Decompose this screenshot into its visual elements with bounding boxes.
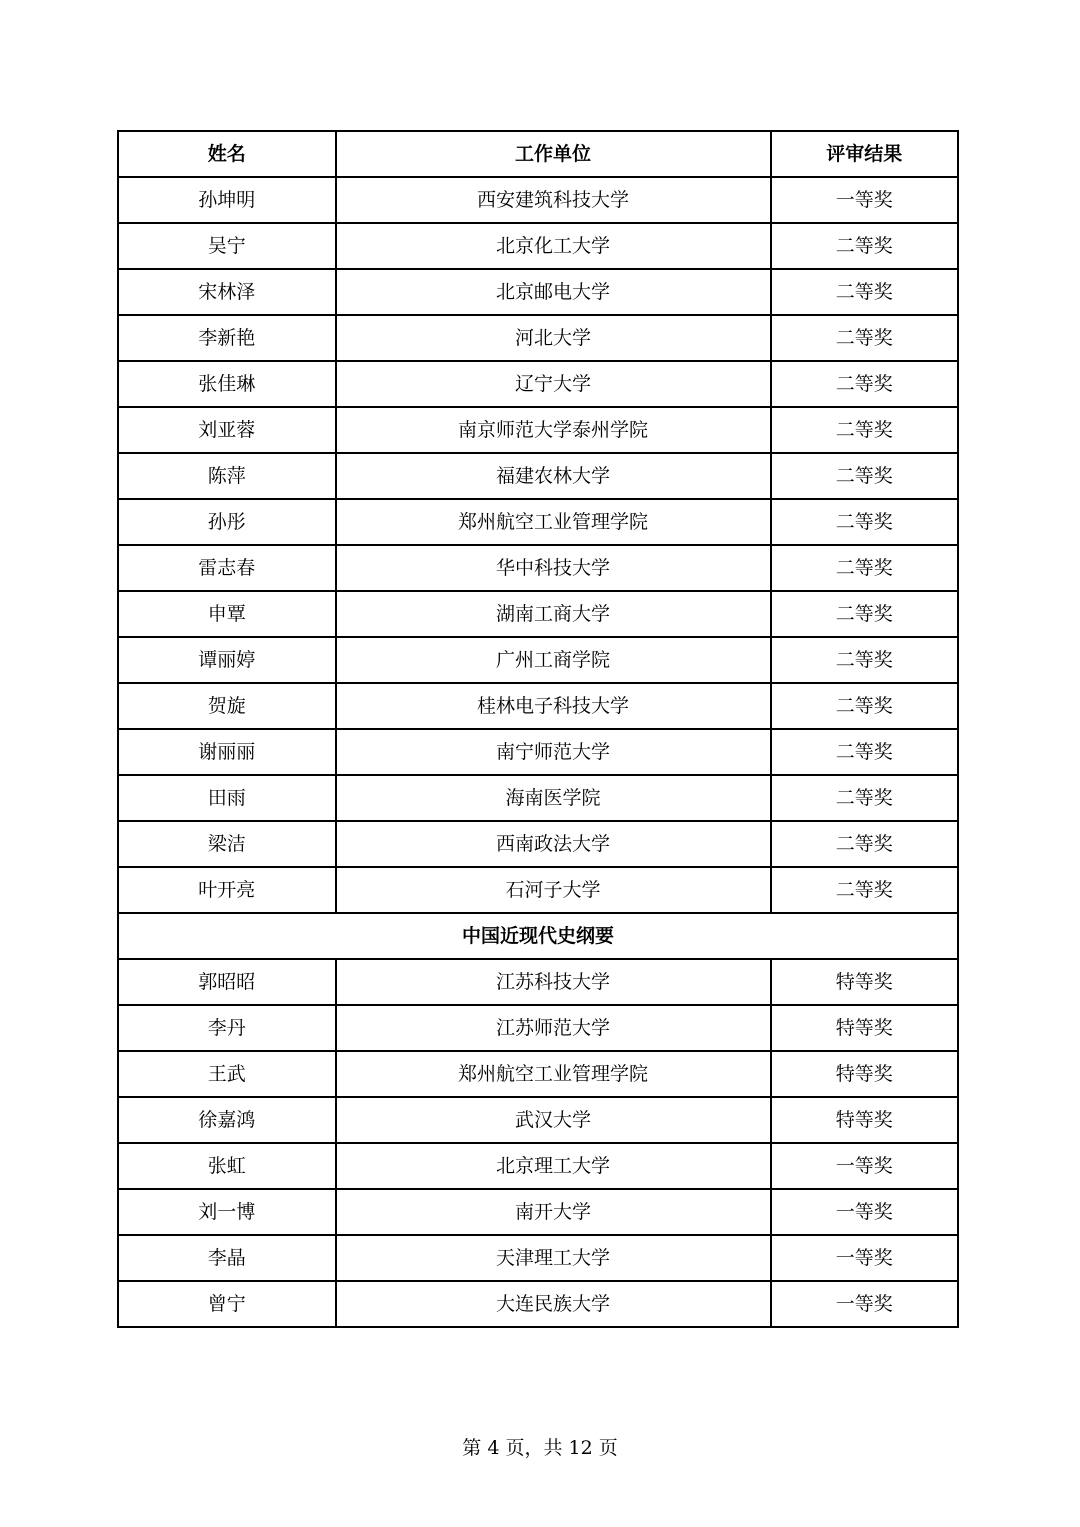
cell-name: 陈萍 <box>118 453 336 499</box>
cell-name: 叶开亮 <box>118 867 336 913</box>
cell-unit: 天津理工大学 <box>336 1235 771 1281</box>
cell-result: 二等奖 <box>771 775 958 821</box>
cell-name: 郭昭昭 <box>118 959 336 1005</box>
cell-name: 梁洁 <box>118 821 336 867</box>
page-number: 第 4 页，共 12 页 <box>462 1437 618 1459</box>
table-row <box>118 315 958 361</box>
cell-result: 特等奖 <box>771 1097 958 1143</box>
award-table <box>117 130 959 1328</box>
cell-result: 二等奖 <box>771 867 958 913</box>
cell-unit: 北京理工大学 <box>336 1143 771 1189</box>
cell-result: 二等奖 <box>771 729 958 775</box>
cell-result: 特等奖 <box>771 1051 958 1097</box>
table-body <box>118 177 958 1327</box>
cell-unit: 大连民族大学 <box>336 1281 771 1327</box>
cell-name: 李丹 <box>118 1005 336 1051</box>
cell-result: 一等奖 <box>771 1235 958 1281</box>
cell-unit: 石河子大学 <box>336 867 771 913</box>
cell-name: 李晶 <box>118 1235 336 1281</box>
cell-unit: 北京邮电大学 <box>336 269 771 315</box>
cell-result: 二等奖 <box>771 269 958 315</box>
table-row <box>118 683 958 729</box>
cell-unit: 华中科技大学 <box>336 545 771 591</box>
cell-result: 一等奖 <box>771 1143 958 1189</box>
cell-unit: 武汉大学 <box>336 1097 771 1143</box>
cell-unit: 桂林电子科技大学 <box>336 683 771 729</box>
cell-result: 一等奖 <box>771 1281 958 1327</box>
header-result: 评审结果 <box>771 131 958 177</box>
table-row <box>118 1005 958 1051</box>
table-row <box>118 1235 958 1281</box>
cell-result: 二等奖 <box>771 407 958 453</box>
cell-unit: 江苏师范大学 <box>336 1005 771 1051</box>
table-row <box>118 407 958 453</box>
cell-unit: 广州工商学院 <box>336 637 771 683</box>
cell-name: 孙彤 <box>118 499 336 545</box>
cell-result: 二等奖 <box>771 683 958 729</box>
cell-unit: 南京师范大学泰州学院 <box>336 407 771 453</box>
cell-name: 吴宁 <box>118 223 336 269</box>
cell-result: 二等奖 <box>771 361 958 407</box>
cell-unit: 西南政法大学 <box>336 821 771 867</box>
table-row <box>118 361 958 407</box>
table-row <box>118 177 958 223</box>
cell-unit: 南开大学 <box>336 1189 771 1235</box>
table-row <box>118 499 958 545</box>
table-row <box>118 1097 958 1143</box>
cell-unit: 江苏科技大学 <box>336 959 771 1005</box>
cell-name: 申覃 <box>118 591 336 637</box>
table-row <box>118 867 958 913</box>
table-row <box>118 1189 958 1235</box>
cell-result: 二等奖 <box>771 453 958 499</box>
cell-name: 曾宁 <box>118 1281 336 1327</box>
cell-unit: 福建农林大学 <box>336 453 771 499</box>
table-row <box>118 591 958 637</box>
cell-name: 雷志春 <box>118 545 336 591</box>
cell-name: 贺旋 <box>118 683 336 729</box>
cell-name: 谭丽婷 <box>118 637 336 683</box>
table-row <box>118 1281 958 1327</box>
cell-name: 徐嘉鸿 <box>118 1097 336 1143</box>
cell-name: 宋林泽 <box>118 269 336 315</box>
cell-name: 刘一博 <box>118 1189 336 1235</box>
cell-result: 二等奖 <box>771 821 958 867</box>
table-row <box>118 223 958 269</box>
cell-result: 一等奖 <box>771 177 958 223</box>
header-name: 姓名 <box>118 131 336 177</box>
cell-name: 王武 <box>118 1051 336 1097</box>
table-row <box>118 821 958 867</box>
header-unit: 工作单位 <box>336 131 771 177</box>
cell-unit: 郑州航空工业管理学院 <box>336 1051 771 1097</box>
cell-name: 张虹 <box>118 1143 336 1189</box>
table-row <box>118 775 958 821</box>
cell-result: 二等奖 <box>771 223 958 269</box>
section-title: 中国近现代史纲要 <box>118 913 958 959</box>
section-row <box>118 913 958 959</box>
cell-name: 孙坤明 <box>118 177 336 223</box>
cell-result: 二等奖 <box>771 591 958 637</box>
table-row <box>118 269 958 315</box>
cell-unit: 辽宁大学 <box>336 361 771 407</box>
cell-result: 二等奖 <box>771 637 958 683</box>
table-row <box>118 959 958 1005</box>
table-row <box>118 1051 958 1097</box>
cell-unit: 郑州航空工业管理学院 <box>336 499 771 545</box>
cell-unit: 湖南工商大学 <box>336 591 771 637</box>
cell-result: 特等奖 <box>771 959 958 1005</box>
table-row <box>118 1143 958 1189</box>
cell-unit: 河北大学 <box>336 315 771 361</box>
cell-name: 张佳琳 <box>118 361 336 407</box>
cell-name: 谢丽丽 <box>118 729 336 775</box>
cell-result: 二等奖 <box>771 545 958 591</box>
cell-result: 一等奖 <box>771 1189 958 1235</box>
table-row <box>118 545 958 591</box>
cell-result: 二等奖 <box>771 315 958 361</box>
cell-unit: 西安建筑科技大学 <box>336 177 771 223</box>
cell-unit: 南宁师范大学 <box>336 729 771 775</box>
cell-name: 刘亚蓉 <box>118 407 336 453</box>
table-row <box>118 453 958 499</box>
cell-name: 田雨 <box>118 775 336 821</box>
cell-unit: 北京化工大学 <box>336 223 771 269</box>
table-row <box>118 729 958 775</box>
cell-name: 李新艳 <box>118 315 336 361</box>
cell-result: 特等奖 <box>771 1005 958 1051</box>
cell-unit: 海南医学院 <box>336 775 771 821</box>
table-row <box>118 637 958 683</box>
cell-result: 二等奖 <box>771 499 958 545</box>
header-row <box>118 131 958 177</box>
